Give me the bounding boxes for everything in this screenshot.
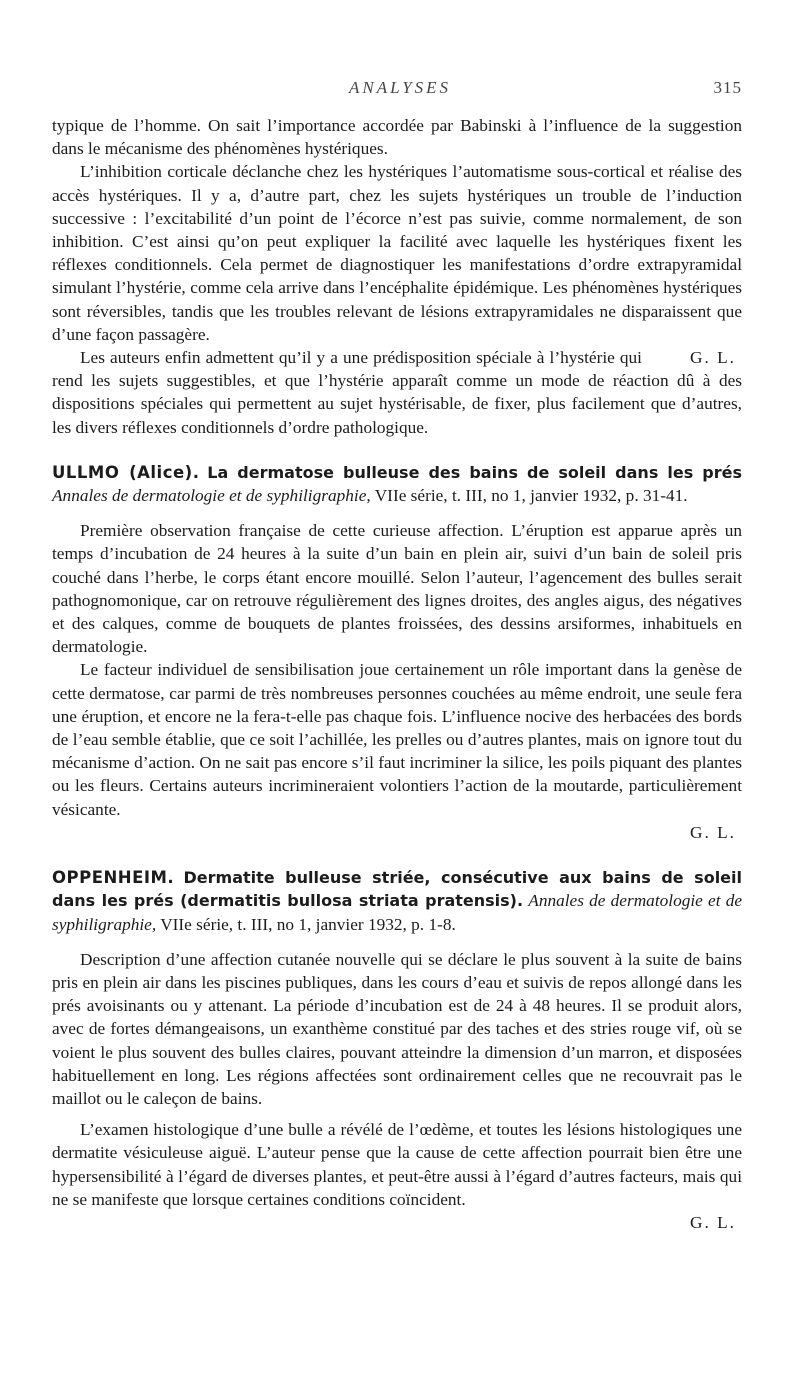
running-title: ANALYSES xyxy=(348,78,452,97)
paragraph xyxy=(52,346,742,439)
review-signature: G. L. xyxy=(690,822,736,842)
entry-citation xyxy=(52,461,742,507)
paragraph: L’examen histologique d’une bulle a révélé de l’œdème, et toutes les lésions histologiques une dermatite vésiculeuse aiguë. L’auteur pense que la cause de cette affection pourrait bien être une hypersensibilité à l’égard de diverses plantes, et peut-être aussi à l’égard d’autres facteurs, mais qui ne se manifeste que lorsque certaines conditions coïncident. xyxy=(52,1120,742,1209)
entry-author: OPPENHEIM. xyxy=(52,868,175,888)
entry-reference: VIIe série, t. III, no 1, janvier 1932, p. 31-41. xyxy=(374,486,688,506)
page-number: 315 xyxy=(713,78,742,97)
entry-journal: Annales de dermatologie et de syphiligraphie, xyxy=(52,486,371,506)
paragraph: typique de l’homme. On sait l’importance accordée par Babinski à l’influence de la suggestion dans le mécanisme des phénomènes hystériques. xyxy=(52,116,742,159)
entry-author: ULLMO (Alice). xyxy=(52,462,200,482)
paragraph: Première observation française de cette curieuse affection. L’éruption est apparue après un temps d’incubation de 24 heures à la suite d’un bain en plein air, suivi d’un bain de soleil pris couché dans l’herbe, le corps étant encore mouillé. Selon l’auteur, l’agencement des bulles serait pathognomonique, car on retrouve régulièrement des lignes droites, des angles aigus, des négatives et des calques, comme de bouquets de plantes froissées, des dessins arsiformes, inhabituels en dermatologie. xyxy=(52,521,742,657)
review-entry-ullmo xyxy=(52,461,742,844)
page-body xyxy=(52,114,742,1234)
running-header xyxy=(0,78,800,102)
review-signature: G. L. xyxy=(690,348,736,368)
intro-review xyxy=(52,114,742,439)
entry-citation xyxy=(52,866,742,936)
entry-reference: VIIe série, t. III, no 1, janvier 1932, p. 1-8. xyxy=(160,914,456,934)
entry-title: La dermatose bulleuse des bains de soleil dans les prés xyxy=(207,462,742,482)
paragraph: L’inhibition corticale déclanche chez les hystériques l’automatisme sous-cortical et réalise des accès hystériques. Il y a, d’autre part, chez les sujets hystériques un trouble de l’induction successive : l’excitabilité d’un point de l’écorce n’est pas suivie, comme normalement, de son inhibition. C’est ainsi qu’on peut expliquer la facilité avec laquelle les hystériques fixent les réflexes conditionnels. Cela permet de diagnostiquer les manifestations d’ordre extrapyramidal simulant l’hystérie, comme cela arrive dans l’encéphalite épidémique. Les phénomènes hystériques sont réversibles, tandis que les troubles relevant de lésions extrapyramidales ne disparaissent que d’une façon passagère. xyxy=(52,162,742,344)
paragraph: Description d’une affection cutanée nouvelle qui se déclare le plus souvent à la suite de bains pris en plein air dans les piscines publiques, dans les cours d’eau et suivis de repos allongé dans les prés avoisinants ou y attenant. La période d’incubation est de 24 à 48 heures. Il se produit alors, avec de fortes démangeaisons, un exanthème constitué par des taches et des stries rouge vif, où se voient le plus souvent des bulles claires, pouvant atteindre la dimension d’un marron, et disposées habituellement en long. Les régions affectées sont ordinairement celles que ne recouvrait pas le maillot ou le caleçon de bains. xyxy=(52,949,742,1108)
review-entry-oppenheim xyxy=(52,866,742,1234)
entry-journal: Annales de dermatologie et de syphiligraphie, xyxy=(52,891,743,934)
paragraph-text: Les auteurs enfin admettent qu’il y a une prédisposition spéciale à l’hystérie qui rend les sujets suggestibles, et que l’hystérie apparaît comme un mode de réaction dû à des dispositions spéciales qui permettent au sujet hystérisable, de fixer, plus facilement que d’autres, les divers réflexes conditionnels d’ordre pathologique. xyxy=(52,348,742,437)
review-signature: G. L. xyxy=(690,1212,736,1232)
paragraph: Le facteur individuel de sensibilisation joue certainement un rôle important dans la genèse de cette dermatose, car parmi de très nombreuses personnes couchées au même endroit, une seule fera une éruption, et encore ne la fera-t-elle pas chaque fois. L’influence nocive des herbacées des bords de l’eau semble établie, que ce soit l’achillée, les prelles ou d’autres plantes, mais on ignore tout du mécanisme d’action. On ne sait pas encore s’il faut incriminer la silice, les poils piquant des plantes ou les fleurs. Certains auteurs incrimineraient volontiers l’action de la moutarde, particulièrement vésicante. xyxy=(52,660,742,819)
entry-title: Dermatite bulleuse striée, consécutive aux bains de soleil dans les prés (dermatitis bullosa striata pratensis). xyxy=(52,868,742,911)
